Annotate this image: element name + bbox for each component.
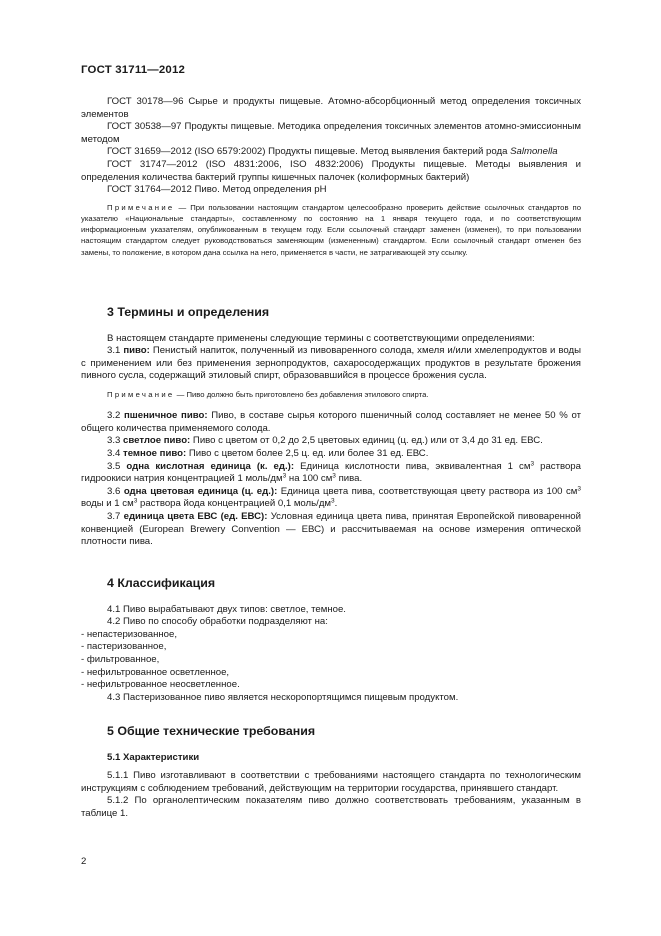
term-3-7 bbox=[81, 511, 581, 549]
term-3-6 bbox=[81, 486, 581, 511]
page-number: 2 bbox=[81, 856, 87, 867]
note-text: — При пользовании настоящим стандартом целесообразно проверить действие ссылочных стандартов по указателю «Национальные стандарты», составленному по состоянию на 1 января текущего года, и по соответствующим информационным указателям, опубликованным в текущем году. Если ссылочный стандарт заменен (изменен), то при пользовании настоящим стандартом следует руководствоваться заменяющим (измененным) стандартом. Если ссылочный стандарт отменен без замены, то положение, в котором дана ссылка на него, применяется в части, не затрагивающей эту ссылку. bbox=[81, 202, 581, 257]
clause-4-2: 4.2 Пиво по способу обработки подразделяют на: bbox=[107, 616, 328, 628]
list-item: - нефильтрованное осветленное, bbox=[81, 666, 230, 678]
section-3-intro: В настоящем стандарте применены следующие термины с соответствующими определениями: bbox=[107, 332, 535, 344]
note-text: — Пиво должно быть приготовлено без добавления этилового спирта. bbox=[174, 389, 429, 399]
section-5-title: 5 Общие технические требования bbox=[107, 724, 316, 738]
subsection-5-1-title: 5.1 Характеристики bbox=[107, 751, 200, 763]
ref-gost-30538: ГОСТ 30538—97 Продукты пищевые. Методика определения токсичных элементов атомно-эмиссионным методом bbox=[81, 121, 581, 145]
term-name: пиво: bbox=[123, 345, 150, 357]
term-number: 3.6 bbox=[107, 485, 124, 497]
term-definition: раствора гидроокиси натрия концентрацией 1 моль/дм bbox=[81, 460, 581, 485]
term-name: светлое пиво: bbox=[123, 435, 191, 447]
ref-gost-31659-italic: Salmonella bbox=[510, 146, 558, 158]
term-number: 3.2 bbox=[107, 410, 124, 422]
term-definition: пива. bbox=[335, 473, 363, 485]
superscript: 3 bbox=[530, 460, 535, 468]
term-definition: Пенистый напиток, полученный из пивоваренного солода, хмеля и/или хмелепродуктов и воды с применением или без применения зернопродуктов, сахаросодержащих продуктов в результате брожения пивного сусла, содержащий этиловый спирт, образовавшийся в процессе брожения сусла. bbox=[81, 345, 581, 382]
term-definition: Условная единица цвета пива, принятая Европейской пивоваренной конвенцией (European Brewery Convention — ЕВС) и рассчитываемая на основе измерения оптической плотности пива. bbox=[81, 510, 581, 548]
clause-5-1-1: 5.1.1 Пиво изготавливают в соответствии с требованиями настоящего стандарта по технологическим инструкциям с соблюдением требований, действующим на территории государства, принявшего стандарт. bbox=[81, 770, 581, 794]
superscript: 3 bbox=[331, 497, 335, 505]
term-definition: Единица цвета пива, соответствующая цвету раствора из 100 см bbox=[277, 485, 578, 497]
term-number: 3.3 bbox=[107, 435, 124, 447]
ref-gost-31659 bbox=[81, 146, 581, 159]
list-item: - нефильтрованное неосветленное. bbox=[81, 679, 240, 691]
ref-gost-31764: ГОСТ 31764—2012 Пиво. Метод определения рН bbox=[107, 184, 327, 196]
ref-gost-30178: ГОСТ 30178—96 Сырье и продукты пищевые. Атомно-абсорбционный метод определения токсичных элементов bbox=[81, 96, 581, 120]
term-definition: Пиво с цветом более 2,5 ц. ед. или более 31 ед. ЕВС. bbox=[186, 447, 429, 459]
superscript: 3 bbox=[577, 485, 581, 493]
term-definition: . bbox=[334, 498, 338, 510]
term-number: 3.7 bbox=[107, 510, 124, 522]
term-definition: Пиво с цветом от 0,2 до 2,5 цветовых единиц (ц. ед.) или от 3,4 до 31 ед. ЕВС. bbox=[190, 435, 543, 447]
term-3-3 bbox=[81, 435, 581, 448]
term-3-4 bbox=[81, 448, 581, 461]
note-label: Примечание bbox=[107, 202, 175, 212]
superscript: 3 bbox=[282, 472, 287, 480]
superscript: 3 bbox=[133, 497, 138, 505]
ref-gost-31747: ГОСТ 31747—2012 (ISO 4831:2006, ISO 4832:2006) Продукты пищевые. Методы выявления и определения количества бактерий группы кишечных палочек (колиформных бактерий) bbox=[81, 158, 581, 183]
ref-gost-31659-text: ГОСТ 31659—2012 (ISO 6579:2002) Продукты пищевые. Метод выявления бактерий рода bbox=[107, 146, 511, 158]
clause-4-1: 4.1 Пиво вырабатывают двух типов: светлое, темное. bbox=[107, 603, 346, 615]
clause-4-3: 4.3 Пастеризованное пиво является нескоропортящимся пищевым продуктом. bbox=[107, 691, 459, 703]
section-4 bbox=[81, 577, 581, 704]
list-item: - фильтрованное, bbox=[81, 653, 160, 665]
references-note bbox=[81, 202, 581, 258]
section-3 bbox=[81, 306, 581, 549]
note-label: Примечание bbox=[107, 389, 175, 399]
term-name: одна цветовая единица (ц. ед.): bbox=[123, 485, 278, 497]
section-3-title: 3 Термины и определения bbox=[107, 305, 270, 319]
term-3-1 bbox=[81, 345, 581, 383]
section-5 bbox=[81, 725, 581, 821]
term-number: 3.5 bbox=[107, 460, 127, 472]
list-item: - непастеризованное, bbox=[81, 628, 178, 640]
term-definition: Пиво, в составе сырья которого пшеничный солод составляет не менее 50 % от общего количества применяемого солода. bbox=[81, 410, 581, 434]
references-block bbox=[81, 96, 581, 258]
superscript: 3 bbox=[332, 472, 336, 480]
term-name: одна кислотная единица (к. ед.): bbox=[126, 460, 295, 472]
document-header: ГОСТ 31711—2012 bbox=[81, 64, 186, 76]
term-3-5 bbox=[81, 461, 581, 486]
list-item: - пастеризованное, bbox=[81, 641, 167, 653]
section-4-title: 4 Классификация bbox=[107, 576, 216, 590]
term-number: 3.1 bbox=[107, 345, 124, 357]
term-definition: Единица кислотности пива, эквивалентная 1 см bbox=[294, 460, 531, 472]
term-3-2 bbox=[81, 410, 581, 435]
term-note bbox=[81, 389, 581, 400]
term-name: пшеничное пиво: bbox=[124, 410, 208, 422]
term-name: темное пиво: bbox=[123, 447, 187, 459]
clause-5-1-2: 5.1.2 По органолептическим показателям пиво должно соответствовать требованиям, указанным в таблице 1. bbox=[81, 795, 581, 819]
term-definition: воды и 1 см bbox=[81, 498, 134, 510]
term-name: единица цвета ЕВС (ед. ЕВС): bbox=[123, 510, 268, 522]
term-definition: на 100 см bbox=[286, 473, 333, 485]
term-definition: раствора йода концентрацией 0,1 моль/дм bbox=[137, 498, 332, 510]
term-number: 3.4 bbox=[107, 447, 124, 459]
